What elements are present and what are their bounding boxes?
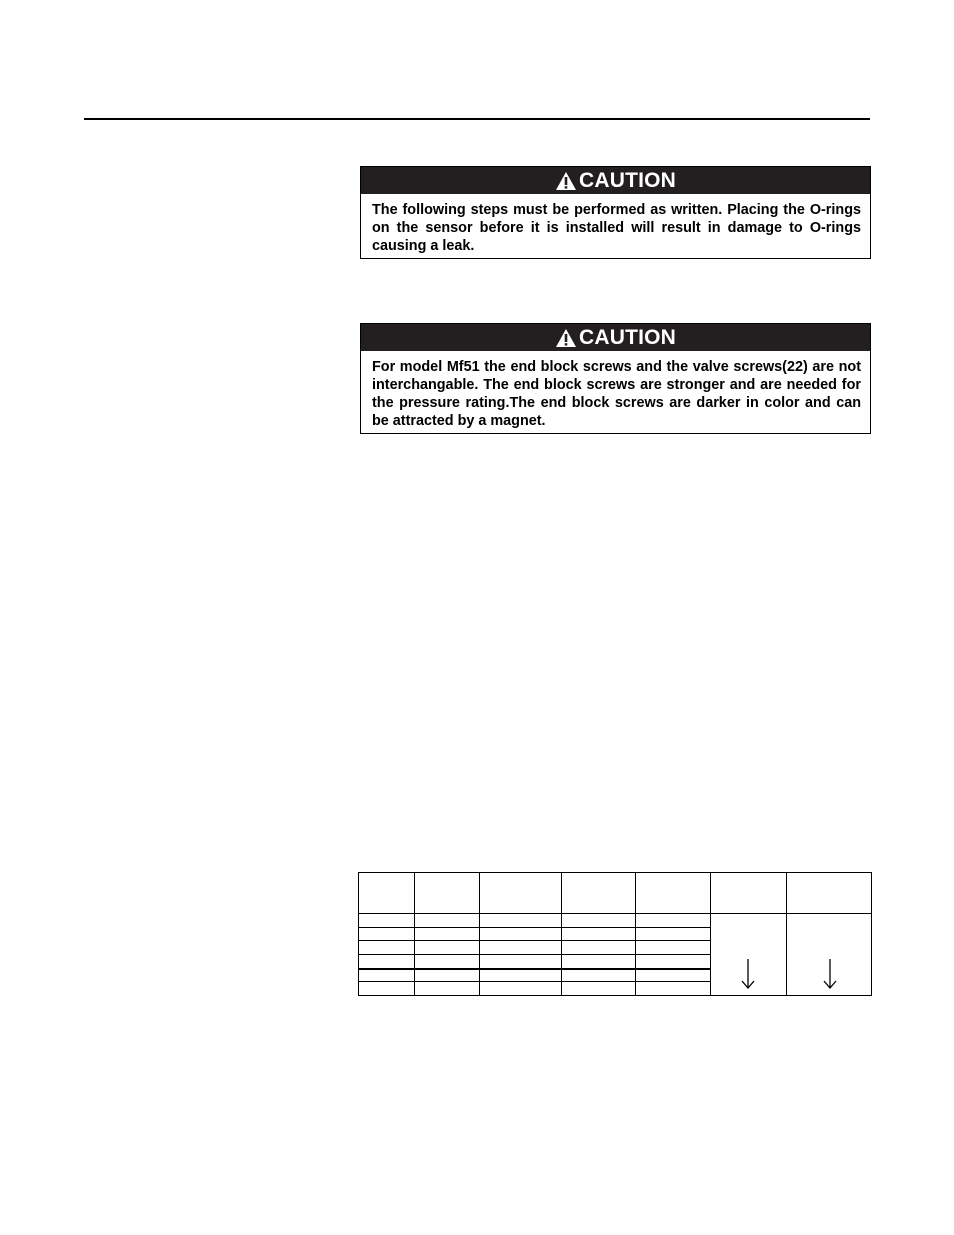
caution-text: For model Mf51 the end block screws and the valve screws(22) are not interchangable. The end block screws are stronger and are needed for the pressure rating.The end block screws are darker in color and can be attracted by a magnet. [372,359,861,429]
table-column-divider [479,873,480,995]
table-column-divider [561,873,562,995]
caution-box-screws [360,323,871,434]
table-column-divider [710,873,711,995]
caution-title: CAUTION [578,168,677,192]
table-column-divider [786,873,787,995]
parts-table [358,872,872,996]
header-rule [84,118,870,120]
table-row-separator [359,981,711,982]
table-row-separator [359,954,711,955]
caution-title: CAUTION [578,325,677,349]
table-column-divider [635,873,636,995]
table-row-separator [359,968,711,970]
warning-triangle-icon [555,328,577,348]
warning-triangle-icon [555,171,577,191]
caution-box-sensor-orings [360,166,871,259]
table-header-separator [359,913,871,914]
caution-text: The following steps must be performed as written. Placing the O-rings on the sensor before it is installed will result in damage to O-rings causing a leak. [372,202,861,254]
table-row-separator [359,940,711,941]
caution-header [361,167,870,194]
caution-header [361,324,870,351]
down-arrow-icon [741,958,755,990]
table-row-separator [359,927,711,928]
down-arrow-icon [823,958,837,990]
table-column-divider [414,873,415,995]
